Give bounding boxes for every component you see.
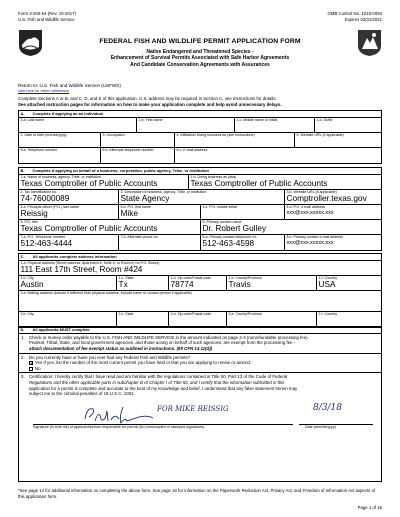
field-label: 3. Occupation <box>102 133 125 138</box>
field-value: 512-463-4598 <box>202 238 255 249</box>
city-field[interactable] <box>19 276 117 290</box>
field-value: Tx <box>118 279 128 290</box>
section-b-row-2 <box>19 190 381 205</box>
field-label: 1.c. Middle name or initial <box>236 118 278 123</box>
section-c-row-1 <box>19 261 381 276</box>
yes-checkbox[interactable]: ✕ <box>30 361 34 366</box>
signature-on-behalf: FOR MIKE REISSIG <box>157 405 229 414</box>
suffix-field[interactable] <box>315 118 381 132</box>
state-field[interactable] <box>117 276 169 290</box>
section-d-heading: D. All applicants MUST complete <box>19 327 381 334</box>
field-label: 1.e. County/Province <box>228 276 262 281</box>
mail-zip-field[interactable] <box>169 312 227 327</box>
section-a-row-2 <box>19 133 381 148</box>
omb-info <box>328 11 382 23</box>
zip-field[interactable] <box>169 276 227 290</box>
interior-seal-icon <box>357 29 382 57</box>
mail-county-field[interactable] <box>227 312 317 327</box>
field-label: 1.a. Physical address (Street address; Apartment #, Suite #, or Room #; no P.O. Boxes) <box>20 261 160 266</box>
field-value: Travis <box>228 279 251 290</box>
field-label: 4.c. P.O. middle initial <box>202 205 237 210</box>
field-label: 2. Date of birth (mm/dd/yyyy) <box>20 133 67 138</box>
field-label: 3.b. Website URL (if applicable) <box>286 190 337 195</box>
section-c-row-3 <box>19 291 381 312</box>
mail-city-field[interactable] <box>19 312 117 327</box>
field-value: Reissig <box>20 208 48 219</box>
signature-label: Signature (in blue ink) of applicant/person responsible for permit (No photocopied or stamped signatures) <box>33 425 205 430</box>
po-middle-initial-field[interactable] <box>201 205 285 219</box>
field-label: 1.c. State <box>118 276 134 281</box>
instructions <box>18 96 388 107</box>
page-number: Page 1 of 16 <box>357 505 382 510</box>
first-name-field[interactable] <box>137 118 235 132</box>
section-b <box>18 167 382 251</box>
field-value: USA <box>318 279 336 290</box>
field-label: 2.b. City <box>20 312 34 317</box>
field-label: 1.f. Country <box>318 276 338 281</box>
date-label: Date (mm/dd/yyyy) <box>305 425 336 430</box>
field-label: 1.d. Zip code/Postal code <box>170 276 212 281</box>
question-3: 3. Certification: I hereby certify that I have read and am familiar with the regulations contained in Title 50, Part 13 of the Code of Federal Regulations and the other applicable parts in subchapter B of Chapter I of Title 50, and I certify that the information submitted in this application for a permit is complete and accurate to the best of my knowledge and belief. I understand that any false statement herein may subject me to the criminal penalties of 18 U.S.C. 1001. FOR MIKE REISSIG 8/3/18 Signature (in blue ink) of applicant/person responsible for permit (No photocopied or stamped signatures) Date (mm/dd/yyyy) <box>19 373 381 459</box>
physical-address-field[interactable] <box>19 261 381 275</box>
question-2: 2. Do you currently have or have you ever had any Federal Fish and Wildlife permits? ✕ Yes If yes, list the number of the most current permit you have held or that you are applying to renew or amend: No <box>19 354 381 374</box>
section-c <box>18 253 382 328</box>
affiliation-field[interactable] <box>175 133 295 147</box>
field-value: Mike <box>120 208 139 219</box>
footer-note: *See page 14 for additional information on completing the above form. See page 16 for information on the Paperwork Reduction Act, Privacy Act, and Freedom of Information Act aspects of this application form. <box>18 488 376 499</box>
field-label: 4.a. Principal officer (P.O.) last name <box>20 205 79 210</box>
field-value: 111 East 17th Street, Room #424 <box>20 264 143 275</box>
form-number: Form 3-200-54 (Rev. 10-2017) <box>18 11 76 16</box>
middle-name-field[interactable] <box>235 118 315 132</box>
section-a-row-3 <box>19 148 381 163</box>
occupation-field[interactable] <box>101 133 175 147</box>
field-value: Texas Comptroller of Public Accounts <box>190 178 328 189</box>
field-value: Texas Comptroller of Public Accounts <box>20 223 158 234</box>
section-a-heading: A. Complete if applying as an individual <box>19 111 381 118</box>
section-c-heading: C. All applicants complete address information <box>19 254 381 261</box>
dob-field[interactable] <box>19 133 101 147</box>
alt-telephone-field[interactable] <box>101 148 175 163</box>
field-label: 2.c. State <box>118 312 134 317</box>
form-subtitle <box>50 49 350 68</box>
question-1: 1. Check or money order payable to the U.S. FISH AND WILDLIFE SERVICE in the amount indicated on page 2-3 (nonrefundable processing fee). Federal, Tribal, State, and local government agencies, and those acting on behalf of such agencies, are exempt from the processing fee - attach documentation of fee exempt status as outlined in instructions. (50 CFR 13.11(d)) <box>19 334 381 354</box>
return-address <box>18 83 121 94</box>
county-field[interactable] <box>227 276 317 290</box>
q2-no-option[interactable]: No <box>29 366 251 372</box>
section-a-row-1 <box>19 118 381 133</box>
signature-date: 8/3/18 <box>313 403 342 414</box>
field-label: 8.a. Primary contact telephone no. <box>202 235 258 240</box>
form-id <box>18 11 76 23</box>
po-alt-phone-field[interactable] <box>119 235 201 250</box>
field-label: 2.d. Zip code/Postal code <box>170 312 212 317</box>
field-value: Austin <box>20 279 44 290</box>
form-title: FEDERAL FISH AND WILDLIFE PERMIT APPLICATION FORM <box>99 38 301 45</box>
field-label: 2. Tax identification no. <box>20 190 57 195</box>
field-label: 1.a. Name of business, agency, Tribe, or institution <box>20 175 101 180</box>
po-telephone-field[interactable] <box>19 235 119 250</box>
field-label: 1.b. City <box>20 276 34 281</box>
email-field[interactable] <box>175 148 381 163</box>
field-label: 3. Description of business, agency, Tribe, or institution <box>120 190 207 195</box>
po-first-name-field[interactable] <box>119 205 201 219</box>
field-label: 1.b. Doing business as (dba) <box>190 175 237 180</box>
country-field[interactable] <box>317 276 381 290</box>
mailing-address-field[interactable] <box>19 291 381 311</box>
field-label: 4. Affiliation/ Doing business as (see instructions) <box>176 133 255 138</box>
field-label: 7.b. Alternate phone no. <box>120 235 159 240</box>
dba-field[interactable] <box>189 175 381 189</box>
field-value: 512-463-4444 <box>20 238 73 249</box>
telephone-field[interactable] <box>19 148 101 163</box>
website-field[interactable] <box>295 133 381 147</box>
subtitle-line-1: Native Endangered and Threatened Species - <box>146 49 254 55</box>
usfws-logo-icon <box>18 29 43 57</box>
field-label: 2.a. Mailing address (include if different than physical address; include name of contact person if applicable) <box>20 291 192 296</box>
agency-name: U.S. Fish and Wildlife Service <box>18 17 75 22</box>
field-label: 4.d. P.O. e-mail address <box>286 205 325 210</box>
field-value: 74-76000089 <box>20 193 70 204</box>
section-b-row-1 <box>19 175 381 190</box>
section-b-row-4 <box>19 220 381 235</box>
field-label: 6.c. E-mail address <box>176 148 208 153</box>
section-c-row-4 <box>19 312 381 327</box>
business-name-field[interactable] <box>19 175 189 189</box>
omb-number: OMB Control No. 1018-0094 <box>327 11 382 16</box>
field-label: 5. Website URL (if applicable) <box>296 133 344 138</box>
field-label: 6.a. Telephone number <box>20 148 58 153</box>
section-b-row-5 <box>19 235 381 250</box>
field-value: Dr. Robert Gulley <box>202 223 267 234</box>
section-c-row-2 <box>19 276 381 291</box>
expiration: Expires 03/31/2021 <box>344 17 382 22</box>
contact-email-field[interactable] <box>285 235 381 250</box>
field-label: 1.a. Last name <box>20 118 45 123</box>
field-label: 2.e. County/Province <box>228 312 262 317</box>
field-label: 1.d. Suffix <box>316 118 333 123</box>
field-value: xxx@xxx.xxxxx.xxx <box>286 210 334 217</box>
tax-id-field[interactable] <box>19 190 119 204</box>
subtitle-line-2: Enhancement of Survival Permits Associated with Safe Harbor Agreements <box>110 55 290 62</box>
section-d <box>18 326 382 482</box>
return-line: Return to: U.S. Fish and Wildlife Service (USFWS) <box>18 83 121 88</box>
field-label: 7.a. P.O. Telephone number <box>20 235 65 240</box>
q2-yes-option[interactable]: ✕ Yes If yes, list the number of the most current permit you have held or that you are applying to renew or amend: <box>30 360 252 366</box>
field-value: State Agency <box>120 193 170 204</box>
business-website-field[interactable] <box>285 190 381 204</box>
field-label: 6. Primary contact name <box>202 220 242 225</box>
po-title-field[interactable] <box>19 220 201 234</box>
instructions-line-1: Complete Sections A or B, and C, D, and E of this application. U.S. address may be required in Section C, see instructions for details. <box>18 96 277 101</box>
field-value: 78774 <box>170 279 194 290</box>
mail-country-field[interactable] <box>317 312 381 327</box>
field-label: 5. P.O. title <box>20 220 38 225</box>
section-b-row-3 <box>19 205 381 220</box>
primary-contact-field[interactable] <box>201 220 381 234</box>
contact-telephone-field[interactable] <box>201 235 285 250</box>
field-label: 1.b. First name <box>138 118 163 123</box>
last-name-field[interactable] <box>19 118 137 132</box>
section-b-heading: B. Complete if applying on behalf of a business, corporation, public agency, Tribe, or institution <box>19 168 381 175</box>
field-label: 6.b. Alternate telephone number <box>102 148 154 153</box>
field-value: xxx@xxx.xxxxx.xxx <box>286 240 334 247</box>
field-value: Texas Comptroller of Public Accounts <box>20 178 158 189</box>
mail-state-field[interactable] <box>117 312 169 327</box>
po-last-name-field[interactable] <box>19 205 119 219</box>
po-email-field[interactable] <box>285 205 381 219</box>
field-value: Comptroller.texas.gov <box>286 193 367 204</box>
field-label: 2.f. Country <box>318 312 338 317</box>
instructions-line-2: See attached instruction pages for information on how to make your application complete and help avoid unnecessary delays. <box>18 101 282 107</box>
field-label: 4.b. P.O. first name <box>120 205 151 210</box>
no-checkbox[interactable] <box>29 367 33 371</box>
field-label: 8.b. Primary contact e-mail address <box>286 235 344 240</box>
subtitle-line-3: And Candidate Conservation Agreements with Assurances <box>130 61 270 68</box>
section-a <box>18 110 382 164</box>
business-description-field[interactable] <box>119 190 285 204</box>
return-address-link[interactable]: click here for return addresses <box>18 88 70 93</box>
